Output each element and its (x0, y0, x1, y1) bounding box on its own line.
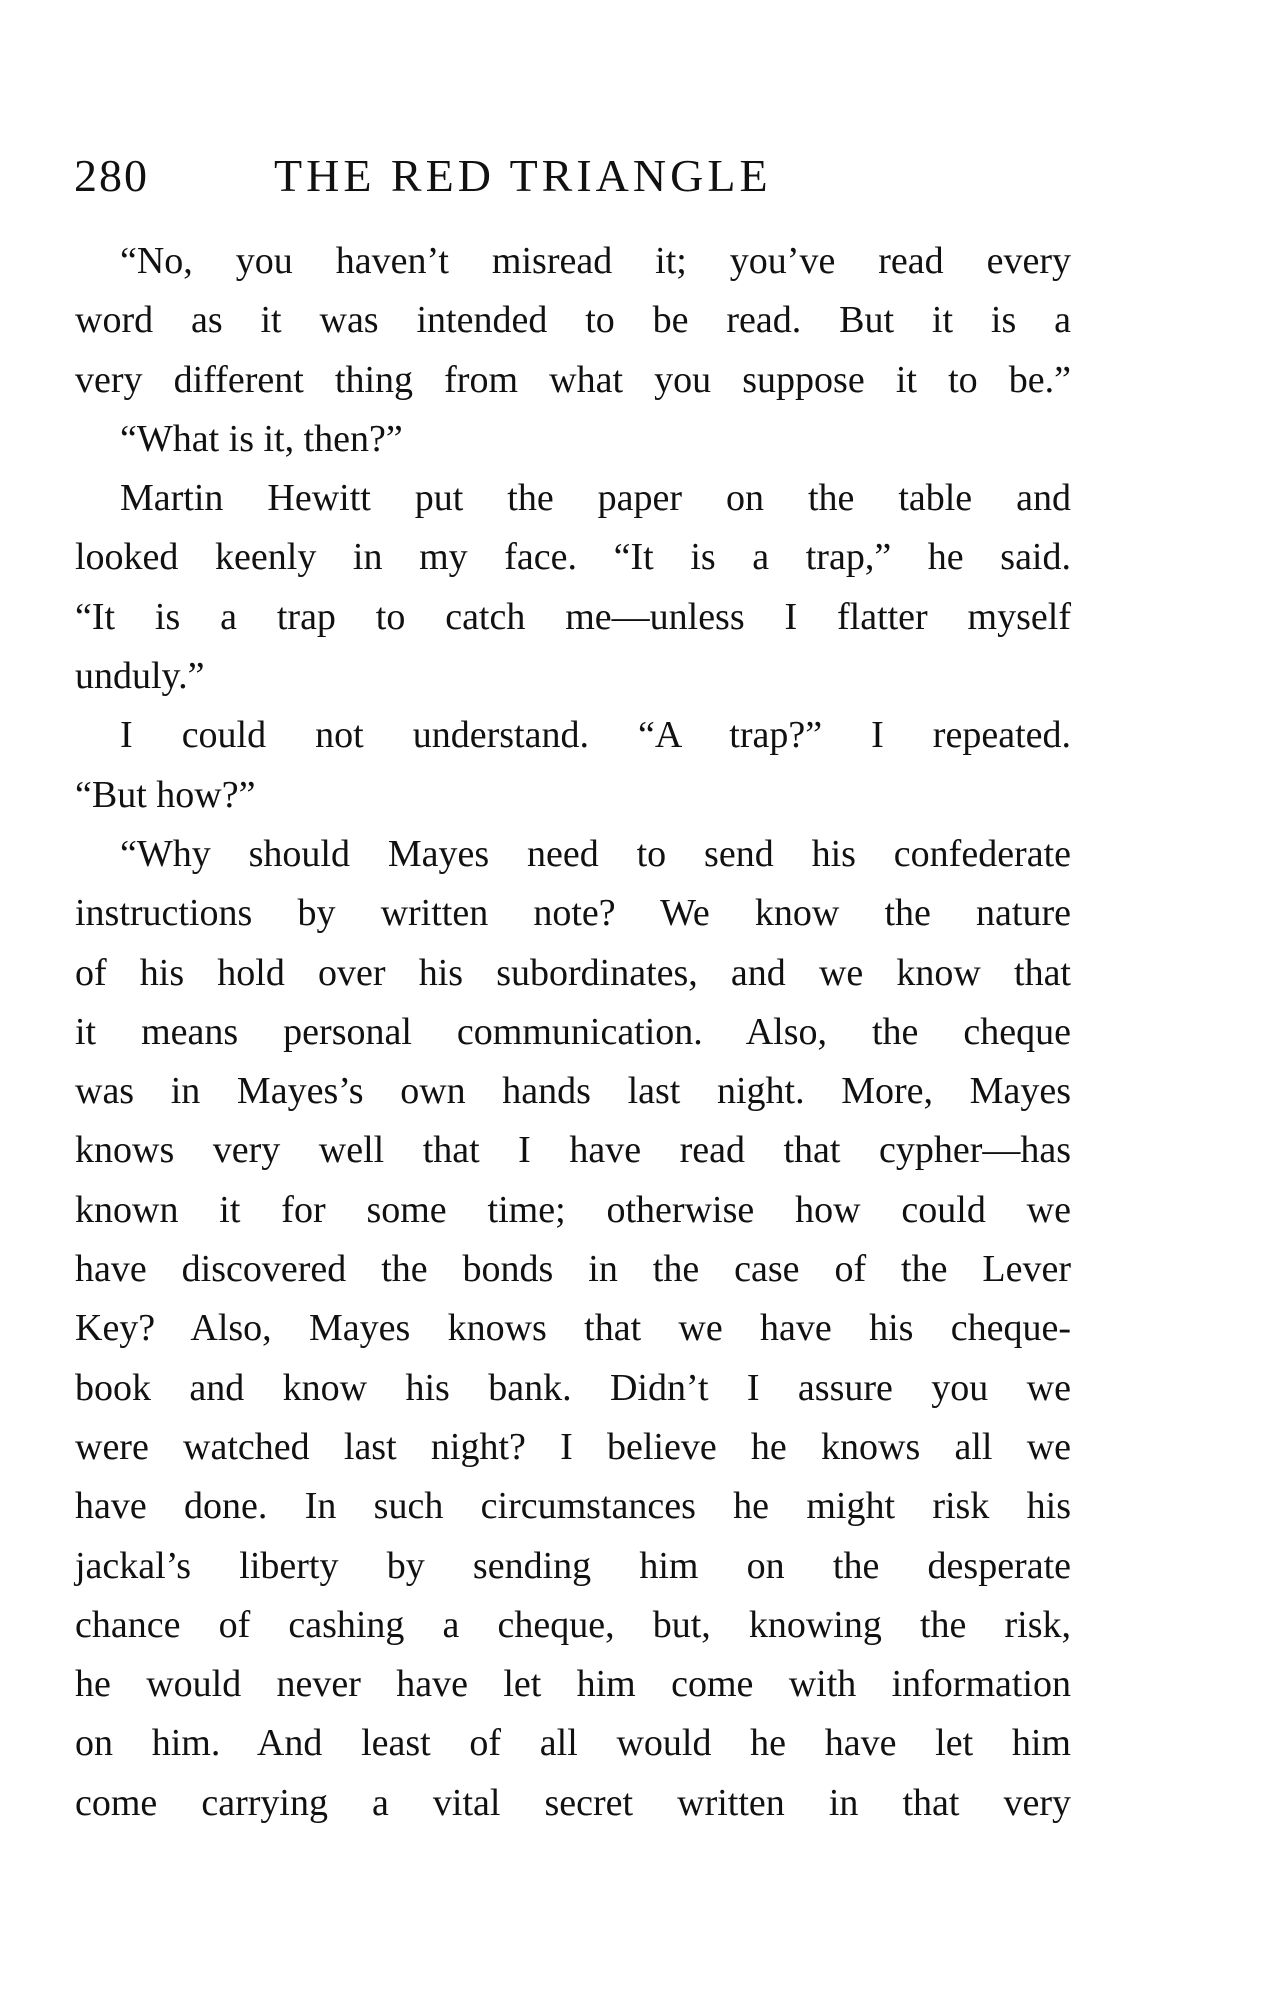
text-line: on him. And least of all would he have let him (75, 1722, 1071, 1765)
text-line: were watched last night? I believe he knows all we (75, 1425, 1071, 1468)
text-line: “But how?” (75, 773, 256, 816)
text-line: it means personal communication. Also, the cheque (75, 1010, 1071, 1053)
text-line: come carrying a vital secret written in that very (75, 1781, 1071, 1824)
page-header (74, 146, 1074, 206)
text-line: instructions by written note? We know the nature (75, 892, 1071, 935)
text-line: “No, you haven’t misread it; you’ve read every (120, 240, 1071, 282)
text-line: unduly.” (75, 655, 205, 698)
text-line: chance of cashing a cheque, but, knowing the risk, (75, 1603, 1071, 1646)
text-line: looked keenly in my face. “It is a trap,” he said. (75, 536, 1071, 579)
text-line: known it for some time; otherwise how could we (75, 1188, 1071, 1231)
text-line: “Why should Mayes need to send his confederate (120, 832, 1071, 875)
text-line: very different thing from what you suppose it to be.” (75, 358, 1071, 401)
text-line: of his hold over his subordinates, and we know that (75, 951, 1071, 994)
running-title: THE RED TRIANGLE (274, 150, 772, 201)
text-line: I could not understand. “A trap?” I repeated. (120, 714, 1071, 757)
body-text (75, 232, 1071, 1833)
page-number: 280 (74, 150, 149, 201)
text-line: “What is it, then?” (120, 417, 403, 460)
text-line: jackal’s liberty by sending him on the desperate (75, 1544, 1071, 1587)
text-line: word as it was intended to be read. But it is a (75, 299, 1071, 342)
text-line: he would never have let him come with information (75, 1663, 1071, 1706)
text-line: have done. In such circumstances he might risk his (75, 1485, 1071, 1528)
text-line: have discovered the bonds in the case of the Lever (75, 1248, 1071, 1291)
text-line: “It is a trap to catch me—unless I flatter myself (75, 595, 1071, 638)
text-line: was in Mayes’s own hands last night. More, Mayes (75, 1070, 1071, 1113)
text-line: Martin Hewitt put the paper on the table and (120, 477, 1071, 520)
text-line: knows very well that I have read that cypher—has (75, 1129, 1071, 1172)
text-line: book and know his bank. Didn’t I assure you we (75, 1366, 1071, 1409)
text-line: Key? Also, Mayes knows that we have his cheque- (75, 1307, 1071, 1350)
